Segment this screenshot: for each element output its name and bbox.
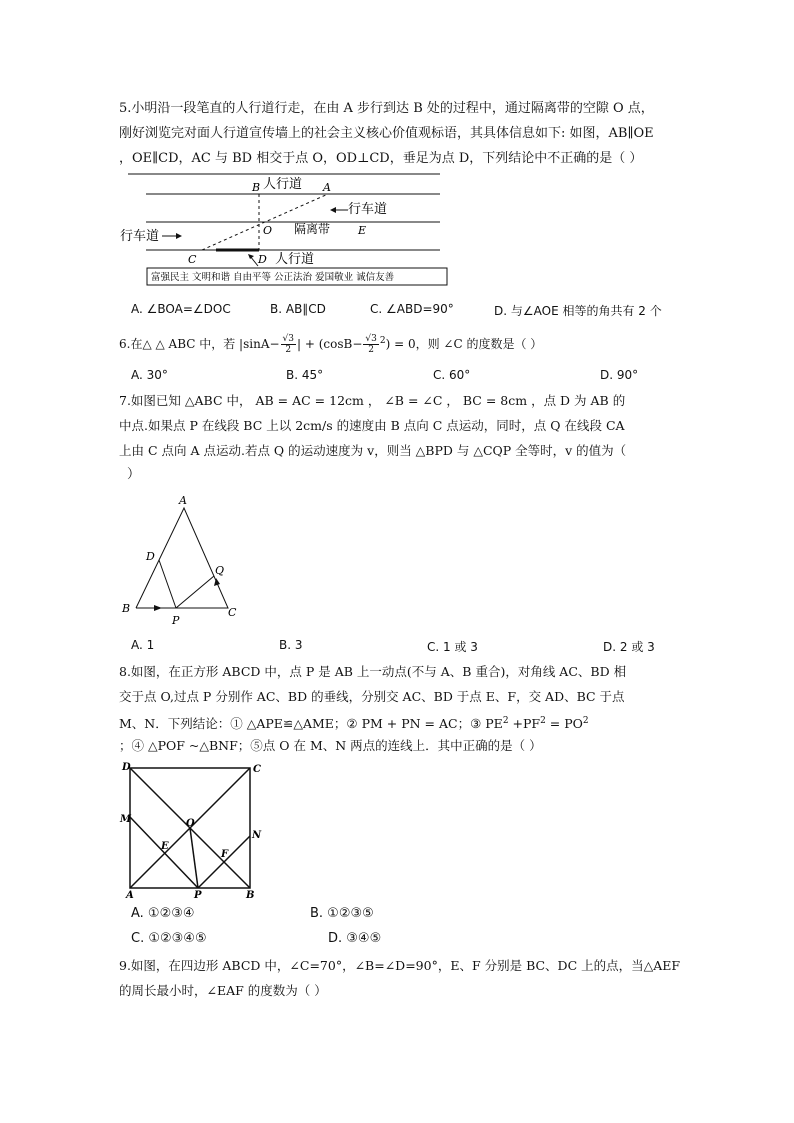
q7-line-4: ） [127,467,141,482]
fig5-bottom-sidewalk: 人行道 [275,252,315,267]
fig8-label-F: F [221,849,229,860]
q8-line-1: 8.如图，在正方形 ABCD 中，点 P 是 AB 上一动点(不与 A、B 重合)，对角线 AC、BD 相 [119,664,627,679]
q8-option-c[interactable]: C. ①②③④⑤ [131,931,207,946]
fig5-banner-text: 富强民主 文明和谐 自由平等 公正法治 爱国敬业 诚信友善 [151,272,395,283]
q5-option-a[interactable]: A. ∠BOA=∠DOC [131,302,231,316]
fig7-label-B: B [122,602,131,615]
q8-line-3a: M、N．下列结论：① △APE≌△AME；② PM + PN = AC；③ PE [119,716,503,732]
fig7-label-C: C [228,606,237,619]
q7-line-1: 7.如图已知 △ABC 中， AB = AC = 12cm ， ∠B = ∠C ， BC = 8cm ，点 D 为 AB 的 [119,393,626,408]
fig8-label-C: C [253,764,261,775]
q6-prefix: 6.在△ △ ABC 中，若 |sinA− [119,337,280,351]
q8-line-3 [119,712,589,733]
q7-line-2: 中点.如果点 P 在线段 BC 上以 2cm/s 的速度由 B 点向 C 点运动，同时，点 Q 在线段 CA [119,418,625,433]
q9-line-2: 的周长最小时，∠EAF 的度数为（ ） [119,983,327,998]
q9-line-1: 9.如图，在四边形 ABCD 中，∠C=70°，∠B=∠D=90°，E、F 分别是 BC、DC 上的点，当△AEF [119,958,681,973]
q8-line-3b: +PF [508,716,541,732]
q6-frac-b-den: 2 [368,345,374,355]
fig5-median: 隔离带 [294,222,331,236]
q6-frac-a-num: √3 [282,334,295,344]
q5-option-c[interactable]: C. ∠ABD=90° [370,302,454,316]
q6-exponent: 2 [379,336,386,346]
fig5-label-E: E [358,224,367,237]
fig5-lane-left: 行车道 [120,229,160,244]
fig8-label-E: E [161,841,169,852]
q6-option-a[interactable]: A. 30° [131,368,168,382]
fig8-label-N: N [252,830,262,841]
fig5-lane-right: 行车道 [348,202,388,217]
q8-square-figure [118,758,268,900]
q6-fraction-a [281,334,296,355]
q6-fraction-b [363,334,378,355]
q6-stem [119,332,542,355]
q8-option-d[interactable]: D. ③④⑤ [328,931,382,946]
q7-option-b[interactable]: B. 3 [279,638,303,652]
q8-sq-2: 2 [540,716,546,726]
fig5-label-D: D [258,253,267,266]
q7-line-3: 上由 C 点向 A 点运动.若点 Q 的运动速度为 v，则当 △BPD 与 △CQP 全等时，v 的值为（ [119,443,627,458]
fig5-label-C: C [188,253,197,266]
q7-option-a[interactable]: A. 1 [131,638,155,652]
q8-sq-3: 2 [582,716,589,726]
q8-sq-1: 2 [502,716,509,726]
fig7-label-D: D [146,550,155,563]
fig8-label-A: A [126,890,134,900]
q7-option-d[interactable]: D. 2 或 3 [603,640,655,654]
q6-frac-a-den: 2 [285,345,292,355]
q7-triangle-figure [118,490,248,630]
fig8-label-D: D [122,762,131,773]
q8-line-2: 交于点 O,过点 P 分别作 AC、BD 的垂线，分别交 AC、BD 于点 E、F，交 AD、BC 于点 [119,689,625,704]
q6-middle: | + (cosB− [297,337,363,351]
q8-option-b[interactable]: B. ①②③⑤ [310,906,374,921]
fig8-label-B: B [246,890,255,900]
q5-road-figure [118,170,448,290]
q5-line-2: 刚好浏览完对面人行道宣传墙上的社会主义核心价值观标语，其具体信息如下: 如图，AB∥OE [119,126,654,141]
q5-line-1: 5.小明沿一段笔直的人行道行走，在由 A 步行到达 B 处的过程中，通过隔离带的空隙 O 点， [119,101,654,116]
fig5-top-sidewalk: 人行道 [263,177,303,192]
q6-option-c[interactable]: C. 60° [433,368,471,382]
fig7-label-Q: Q [215,564,225,577]
fig5-label-O: O [263,224,273,237]
fig8-label-O: O [186,818,195,829]
q7-option-c[interactable]: C. 1 或 3 [427,640,478,654]
q5-line-3: ，OE∥CD，AC 与 BD 相交于点 O，OD⊥CD，垂足为点 D，下列结论中不正确的是（ ） [119,151,643,166]
q8-line-4: ；④ △POF ~△BNF；⑤点 O 在 M、N 两点的连线上．其中正确的是（ ） [119,738,542,753]
q6-option-d[interactable]: D. 90° [600,368,639,382]
q8-line-3c: = PO [545,716,583,732]
q6-frac-b-num: √3 [365,334,377,344]
q6-suffix: ) = 0，则 ∠C 的度数是（ ） [385,337,543,351]
fig8-label-M: M [120,814,132,825]
q5-option-b[interactable]: B. AB∥CD [270,302,326,316]
q8-option-a[interactable]: A. ①②③④ [131,906,195,921]
q5-option-d[interactable]: D. 与∠AOE 相等的角共有 2 个 [494,304,662,318]
q6-option-b[interactable]: B. 45° [286,368,324,382]
fig5-label-A: A [323,181,331,194]
fig7-label-P: P [172,614,180,627]
fig5-label-B: B [252,181,261,194]
fig7-label-A: A [179,494,187,507]
fig8-label-P: P [194,890,202,900]
